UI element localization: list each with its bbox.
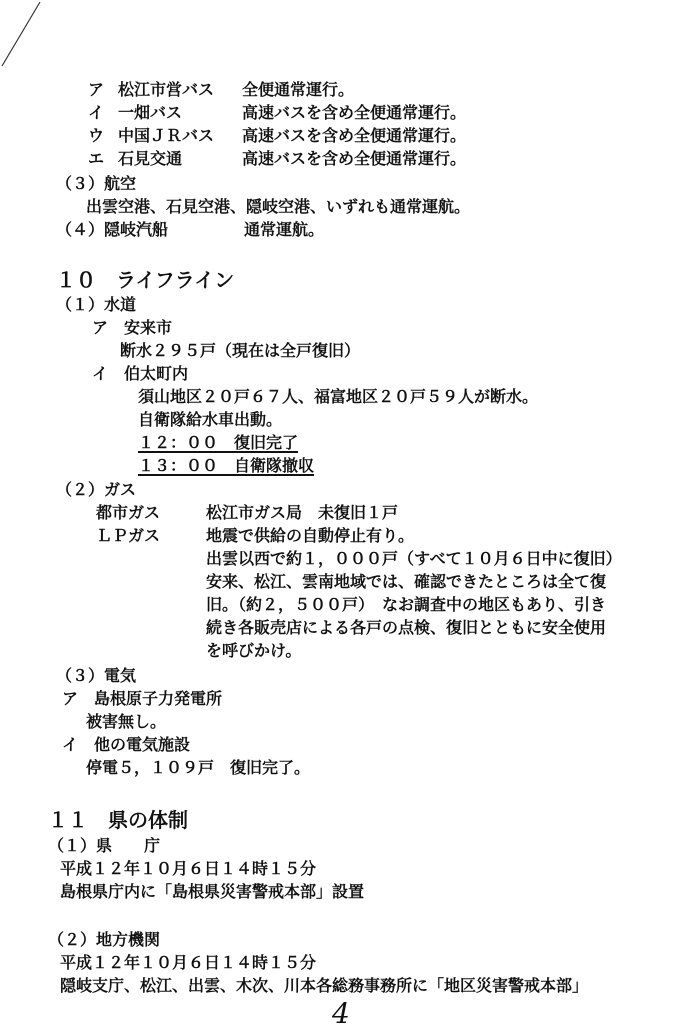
- section-heading-lifeline: １０ ライフライン: [56, 268, 235, 292]
- bus-row: [88, 103, 467, 123]
- bus-status: 高速バスを含め全便通常運行。: [242, 103, 467, 122]
- bus-label: ウ: [88, 126, 105, 145]
- bus-status: 高速バスを含め全便通常運行。: [242, 149, 467, 168]
- bus-name: 中国ＪＲバス: [118, 126, 215, 145]
- gas-city-label: 都市ガス: [96, 503, 161, 522]
- gas-heading: （２）ガス: [56, 480, 137, 499]
- power-a-label: ア 島根原子力発電所: [62, 689, 223, 708]
- water-b-line: 自衛隊給水車出動。: [138, 410, 283, 429]
- bus-name: 一畑バス: [118, 103, 183, 122]
- bus-status: 全便通常運行。: [242, 80, 355, 99]
- water-a-text: 断水２９５戸（現在は全戸復旧）: [120, 341, 361, 360]
- gas-city-row: [96, 503, 399, 523]
- power-a-text: 被害無し。: [86, 712, 167, 731]
- bus-label: エ: [88, 149, 105, 168]
- air-heading: （３）航空: [56, 174, 137, 193]
- ferry-heading: （４）隠岐汽船: [56, 220, 169, 239]
- water-b-line: 須山地区２０戸６７人、福富地区２０戸５９人が断水。: [138, 387, 539, 406]
- water-a-label: ア 安来市: [92, 318, 173, 337]
- bus-label: ア: [88, 80, 105, 99]
- gas-lp-line: 出雲以西で約１，０００戸（すべて１０月６日中に復旧）: [206, 549, 622, 568]
- power-b-text: 停電５，１０９戸 復旧完了。: [86, 758, 311, 777]
- bus-row: [88, 80, 355, 100]
- pref-local-heading: （２）地方機関: [48, 930, 161, 949]
- pref-office-heading: （１）県 庁: [48, 836, 161, 855]
- bus-row: [88, 126, 467, 146]
- water-b-underlined: １２：００ 復旧完了: [138, 433, 299, 452]
- pref-office-line: 平成１２年１０月６日１４時１５分: [60, 859, 317, 878]
- gas-city-text: 松江市ガス局 未復旧１戸: [206, 503, 399, 522]
- water-heading: （１）水道: [56, 295, 137, 314]
- power-heading: （３）電気: [56, 666, 137, 685]
- gas-lp-line: 安来、松江、雲南地域では、確認できたところは全て復: [206, 572, 607, 591]
- gas-lp-label: ＬＰガス: [96, 526, 161, 545]
- page-number: 4: [332, 997, 350, 1030]
- bus-row: [88, 149, 467, 169]
- ferry-row: [56, 220, 325, 240]
- gas-lp-line: 旧。（約２，５００戸） なお調査中の地区もあり、引き: [206, 595, 607, 614]
- pen-stroke-mark: [0, 0, 700, 80]
- bus-name: 松江市営バス: [118, 80, 215, 99]
- bus-status: 高速バスを含め全便通常運行。: [242, 126, 467, 145]
- gas-lp-line: 続き各販売店による各戸の点検、復旧とともに安全使用: [206, 618, 607, 637]
- air-text: 出雲空港、石見空港、隠岐空港、いずれも通常運航。: [86, 197, 471, 216]
- water-b-underlined: １３：００ 自衛隊撤収: [138, 456, 315, 475]
- water-b-label: イ 伯太町内: [92, 364, 189, 383]
- pref-local-line: 平成１２年１０月６日１４時１５分: [60, 953, 317, 972]
- bus-label: イ: [88, 103, 105, 122]
- power-b-label: イ 他の電気施設: [62, 735, 191, 754]
- ferry-status: 通常運航。: [244, 220, 325, 239]
- section-heading-pref: １１ 県の体制: [48, 808, 188, 832]
- gas-lp-line: を呼びかけ。: [206, 641, 302, 660]
- pref-office-line: 島根県庁内に「島根県災害警戒本部」設置: [60, 882, 365, 901]
- gas-lp-row: [96, 526, 415, 546]
- gas-lp-line: 地震で供給の自動停止有り。: [206, 526, 415, 545]
- pref-local-line: 隠岐支庁、松江、出雲、木次、川本各総務事務所に「地区災害警戒本部」: [60, 976, 589, 995]
- bus-name: 石見交通: [118, 149, 183, 168]
